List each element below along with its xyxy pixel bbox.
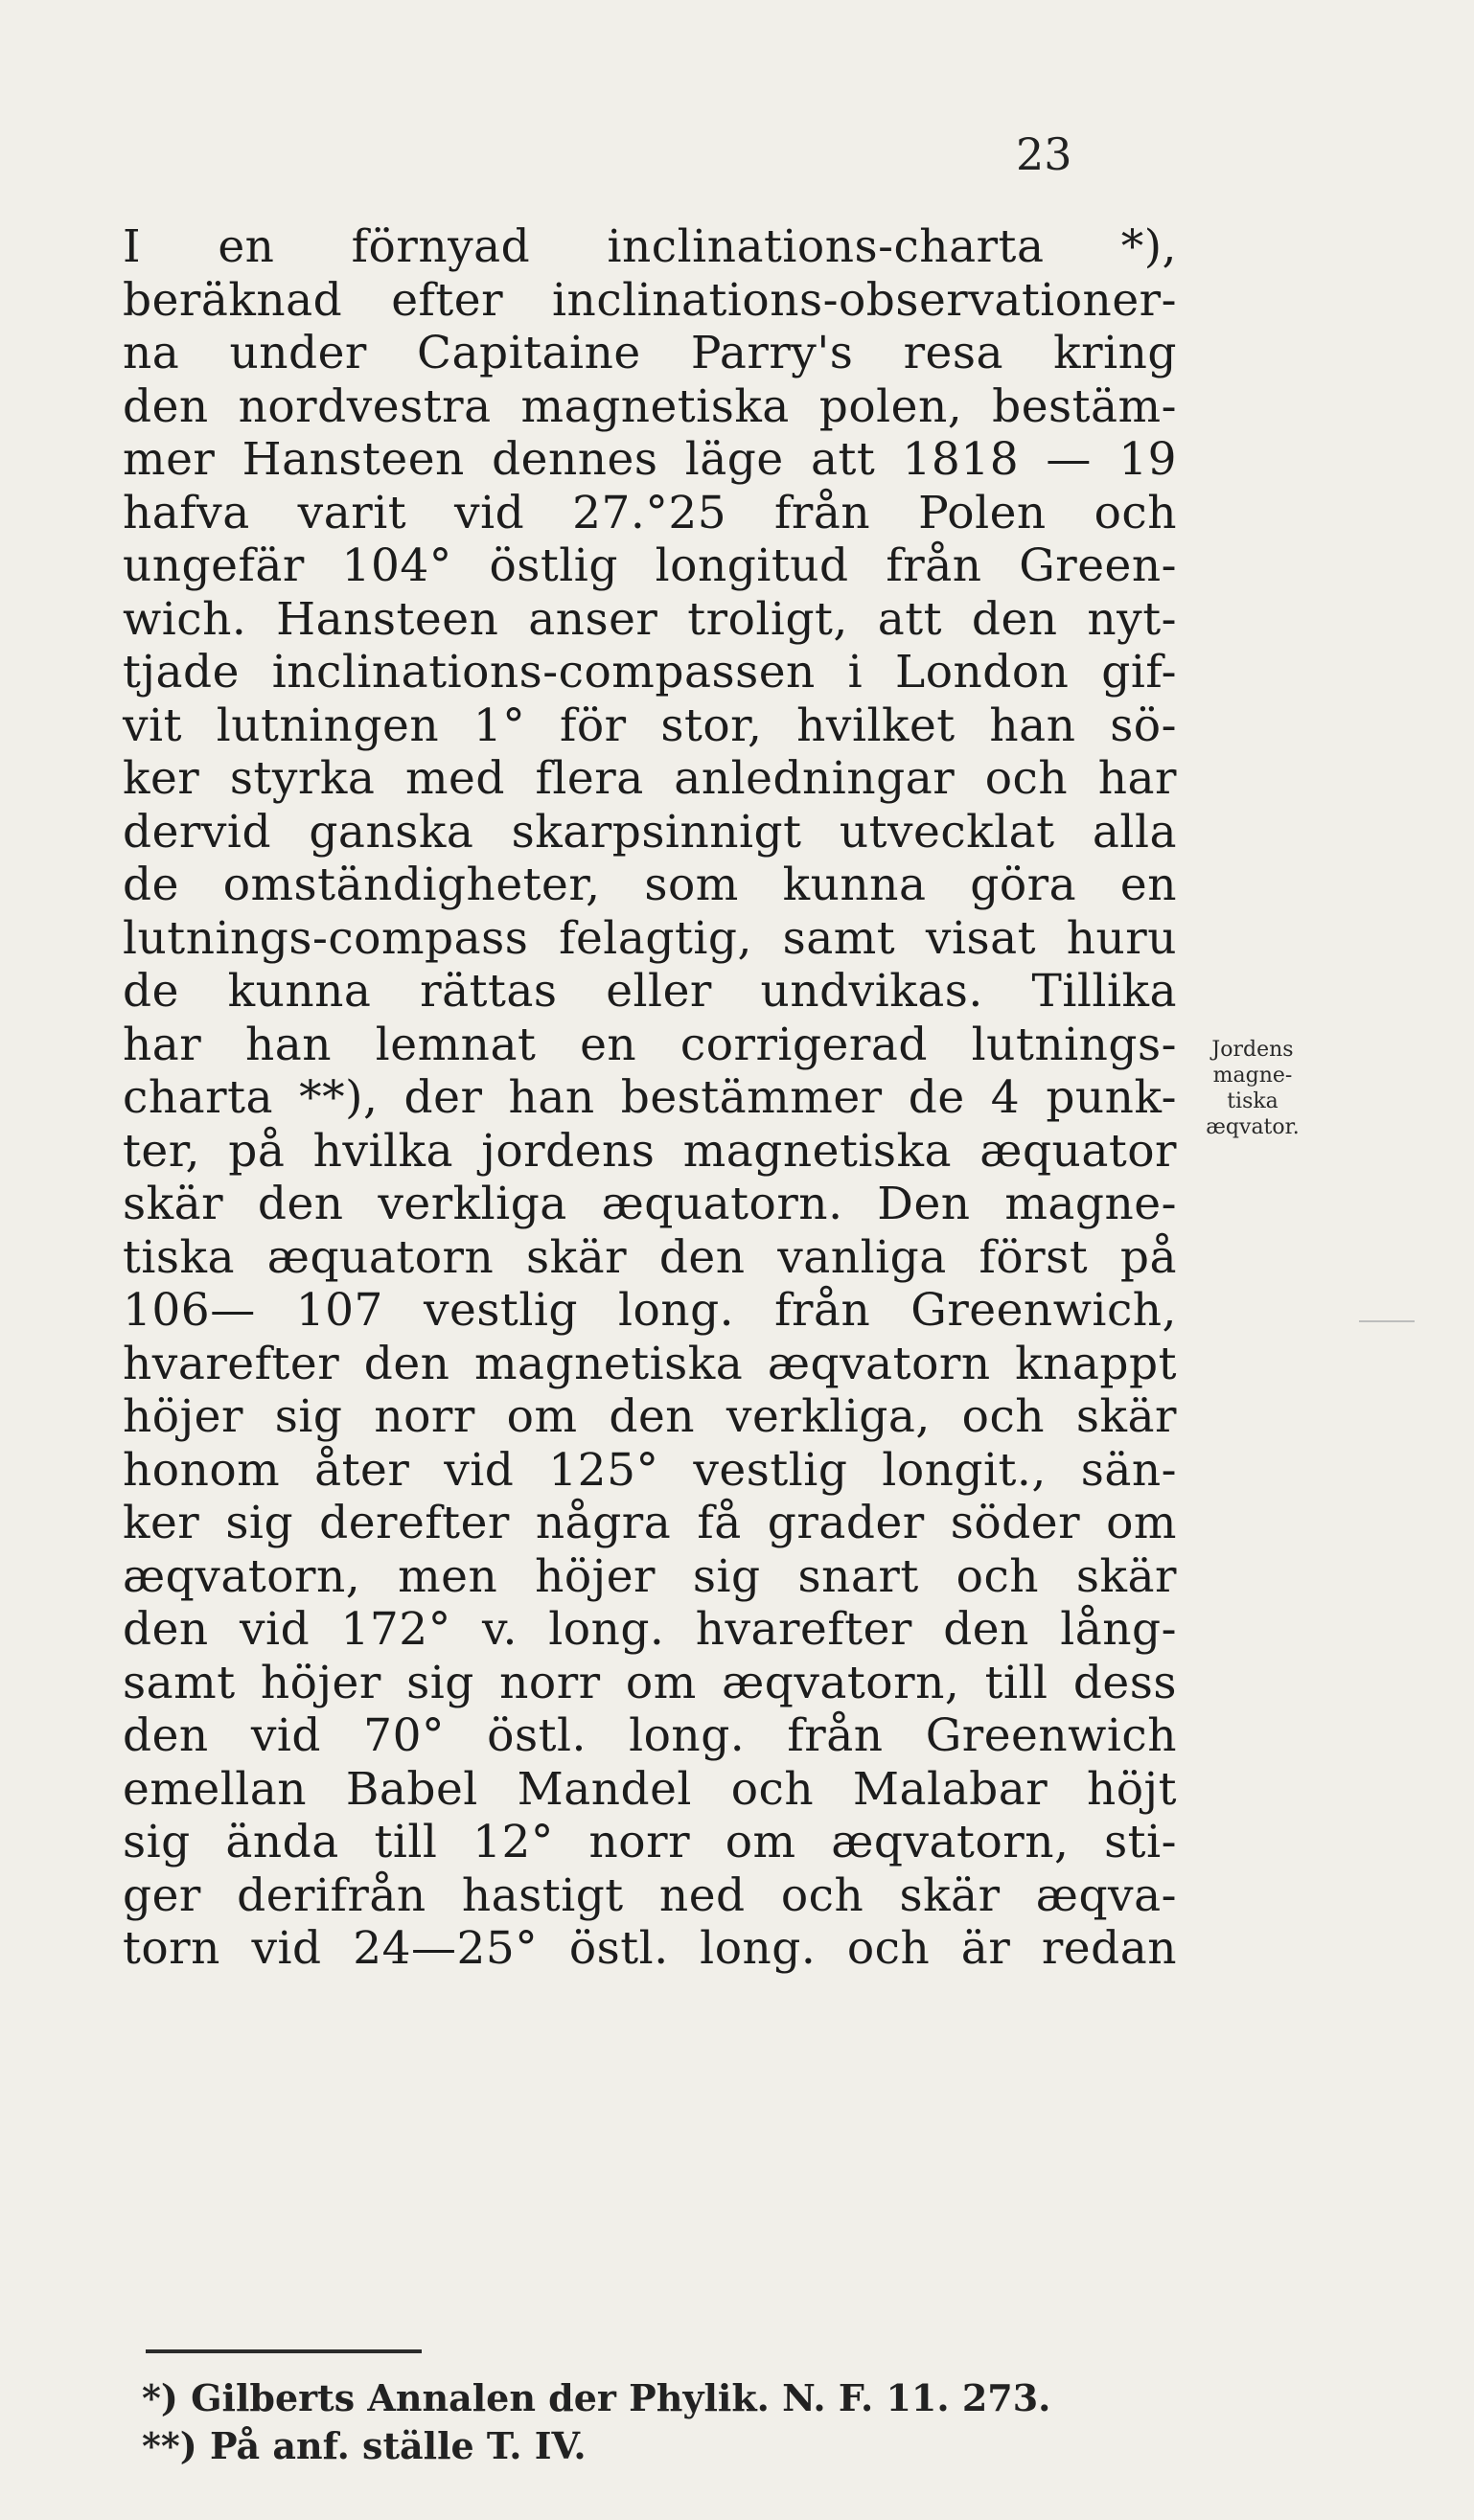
body-text <box>123 220 1177 1976</box>
text-line: den vid 70° östl. long. från Greenwich <box>123 1709 1177 1762</box>
text-line: ter, på hvilka jordens magnetiska æquator <box>123 1124 1177 1178</box>
text-line: skär den verkliga æquatorn. Den magne- <box>123 1178 1177 1230</box>
text-line: lutnings-compass felagtig, samt visat huru <box>123 911 1177 965</box>
text-line: samt höjer sig norr om æqvatorn, till dess <box>123 1656 1177 1709</box>
text-line: har han lemnat en corrigerad lutnings- <box>123 1018 1177 1071</box>
text-line: beräknad efter inclinations-observationer- <box>123 273 1177 327</box>
page-number: 23 <box>1016 128 1072 180</box>
text-line: mer Hansteen dennes läge att 1818 — 19 <box>123 433 1177 486</box>
text-line: ker styrka med flera anledningar och har <box>123 752 1177 805</box>
text-line: ker sig derefter några få grader söder om <box>123 1497 1177 1549</box>
text-line: hvarefter den magnetiska æqvatorn knappt <box>123 1337 1177 1390</box>
margin-mark <box>1359 1320 1415 1322</box>
text-line: den nordvestra magnetiska polen, bestäm- <box>123 379 1177 433</box>
text-line: vit lutningen 1° för stor, hvilket han sö- <box>123 699 1177 752</box>
text-line: dervid ganska skarpsinnigt utvecklat alla <box>123 805 1177 859</box>
text-line: na under Capitaine Parry's resa kring <box>123 327 1177 379</box>
margin-note-line: tiska <box>1227 1089 1278 1113</box>
margin-note-line: magne- <box>1212 1064 1293 1088</box>
text-line: höjer sig norr om den verkliga, och skär <box>123 1390 1177 1443</box>
text-line: de omständigheter, som kunna göra en <box>123 859 1177 911</box>
text-line: tjade inclinations-compassen i London gif- <box>123 646 1177 699</box>
text-line: torn vid 24—25° östl. long. och är redan <box>123 1922 1177 1975</box>
footnote: **) På anf. ställe T. IV. <box>142 2424 587 2467</box>
text-line: charta **), der han bestämmer de 4 punk- <box>123 1071 1177 1124</box>
text-line: ungefär 104° östlig longitud från Green- <box>123 539 1177 592</box>
footnotes <box>142 2374 1100 2470</box>
text-line: sig ända till 12° norr om æqvatorn, sti- <box>123 1816 1177 1868</box>
text-line: 106— 107 vestlig long. från Greenwich, <box>123 1284 1177 1337</box>
margin-note-line: æqvator. <box>1206 1115 1300 1139</box>
text-line: den vid 172° v. long. hvarefter den lång- <box>123 1603 1177 1656</box>
text-line: emellan Babel Mandel och Malabar höjt <box>123 1762 1177 1816</box>
text-line: wich. Hansteen anser troligt, att den nyt- <box>123 592 1177 646</box>
text-line: æqvatorn, men höjer sig snart och skär <box>123 1549 1177 1603</box>
text-line: hafva varit vid 27.°25 från Polen och <box>123 486 1177 539</box>
margin-note-line: Jordens <box>1211 1038 1294 1062</box>
text-line: I en förnyad inclinations-charta *), <box>123 220 1177 273</box>
margin-note <box>1181 1037 1324 1140</box>
text-line: honom åter vid 125° vestlig longit., sän- <box>123 1443 1177 1497</box>
footnote-separator <box>146 2349 422 2353</box>
text-line: tiska æquatorn skär den vanliga först på <box>123 1230 1177 1284</box>
text-line: ger derifrån hastigt ned och skär æqva- <box>123 1868 1177 1922</box>
footnote: *) Gilberts Annalen der Phylik. N. F. 11. 273. <box>142 2376 1051 2419</box>
text-line: de kunna rättas eller undvikas. Tillika <box>123 965 1177 1018</box>
